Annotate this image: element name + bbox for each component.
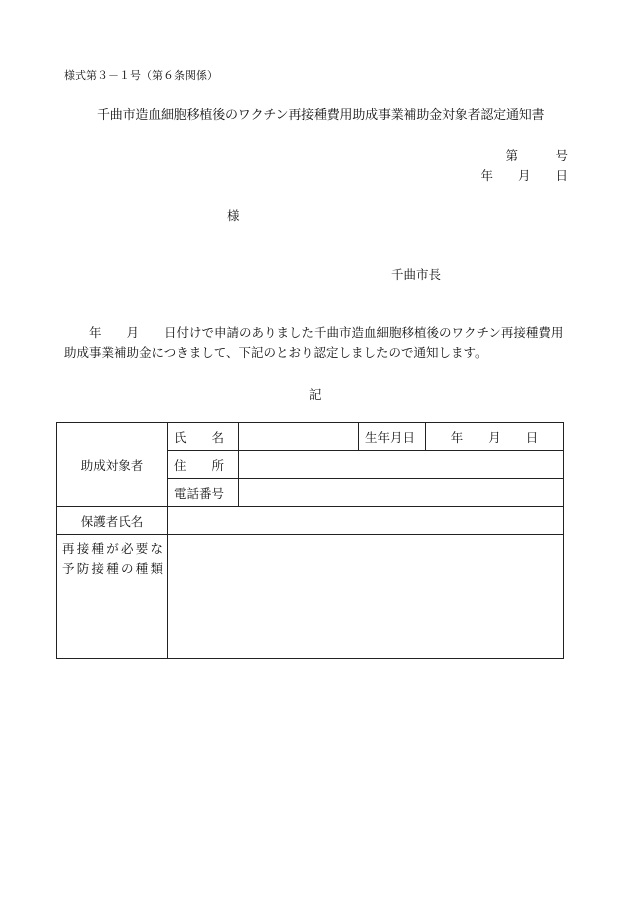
birthdate-value[interactable]: 年 月 日 xyxy=(426,423,564,451)
phone-value[interactable] xyxy=(239,479,564,507)
form-number: 様式第３－１号（第６条関係） xyxy=(64,69,218,82)
phone-label: 電話番号 xyxy=(168,479,239,507)
vaccine-type-label: 再接種が必要な 予防接種の種類 xyxy=(57,535,168,659)
guardian-label: 保護者氏名 xyxy=(57,507,168,535)
document-title: 千曲市造血細胞移植後のワクチン再接種費用助成事業補助金対象者認定通知書 xyxy=(97,108,545,123)
subject-info-table xyxy=(56,422,564,659)
issuer-name: 千曲市長 xyxy=(391,267,442,282)
address-value[interactable] xyxy=(239,451,564,479)
vaccine-type-value[interactable] xyxy=(168,535,564,659)
address-label: 住 所 xyxy=(168,451,239,479)
subject-label: 助成対象者 xyxy=(57,423,168,507)
name-value[interactable] xyxy=(239,423,359,451)
ki-heading: 記 xyxy=(309,387,322,402)
document-number: 第 号 xyxy=(505,148,568,163)
name-label: 氏 名 xyxy=(168,423,239,451)
addressee-suffix: 様 xyxy=(227,208,240,223)
birthdate-label: 生年月日 xyxy=(359,423,426,451)
document-date: 年 月 日 xyxy=(480,168,568,183)
notice-body-text: 年 月 日付けで申請のありました千曲市造血細胞移植後のワクチン再接種費用助成事業補助金につきまして、下記のとおり認定しましたので通知します。 xyxy=(64,325,564,360)
guardian-value[interactable] xyxy=(168,507,564,535)
